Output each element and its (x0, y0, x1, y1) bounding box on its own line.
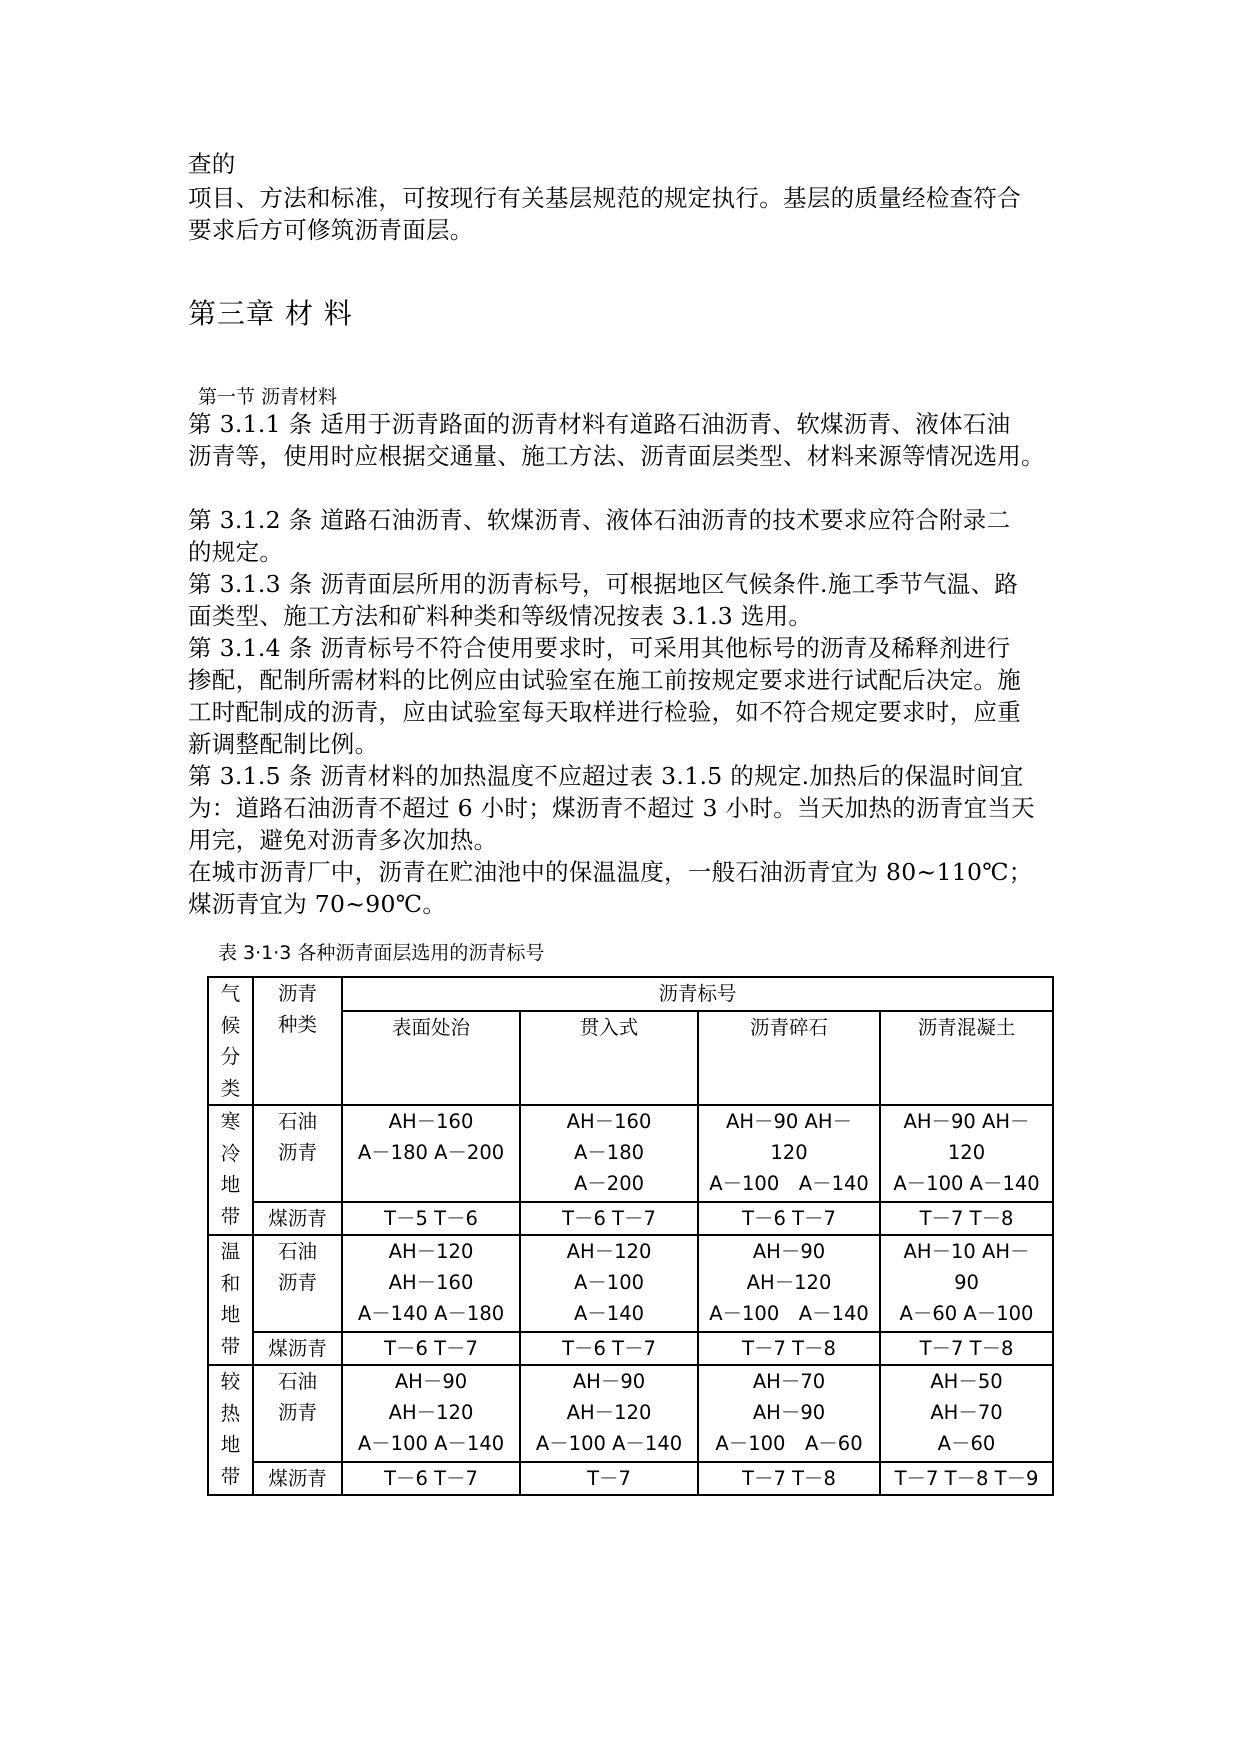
table-caption: 表 3·1·3 各种沥青面层选用的沥青标号 (218, 942, 545, 964)
body-line: 要求后方可修筑沥青面层。 (188, 216, 474, 244)
type-cell: 石油 沥青 (253, 1235, 342, 1332)
type-cell: 煤沥青 (253, 1462, 342, 1495)
article-line: 的规定。 (188, 538, 284, 566)
article-line: 掺配，配制所需材料的比例应由试验室在施工前按规定要求进行试配后决定。施 (188, 666, 1021, 694)
grade-cell: AH－160 A－180 A－200 (342, 1105, 520, 1202)
grade-cell: AH－90 AH－120 A－100 A－140 (698, 1235, 880, 1332)
grade-cell: T－7 T－8 (698, 1462, 880, 1495)
grade-cell: T－7 T－8 (880, 1202, 1053, 1235)
grade-cell: AH－120 AH－160 A－140 A－180 (342, 1235, 520, 1332)
grade-cell: AH－90 AH－120 A－100 A－140 (342, 1365, 520, 1462)
table-row (208, 1332, 1053, 1365)
article-line: 沥青等，使用时应根据交通量、施工方法、沥青面层类型、材料来源等情况选用。 (188, 442, 1045, 470)
grade-cell: T－6 T－7 (520, 1202, 698, 1235)
table-row (208, 1105, 1053, 1202)
body-line: 查的 (188, 150, 236, 178)
article-line: 在城市沥青厂中，沥青在贮油池中的保温温度，一般石油沥青宜为 80~110℃； (188, 858, 1033, 886)
grade-cell: AH－90 AH－ 120 A－100 A－140 (698, 1105, 880, 1202)
type-cell: 石油 沥青 (253, 1105, 342, 1202)
grade-cell: T－7 (520, 1462, 698, 1495)
article-line: 工时配制成的沥青，应由试验室每天取样进行检验，如不符合规定要求时，应重 (188, 698, 1021, 726)
grade-cell: AH－70 AH－90 A－100 A－60 (698, 1365, 880, 1462)
table-row (208, 1202, 1053, 1235)
section-title: 第一节 沥青材料 (198, 386, 338, 408)
table-header-row (208, 977, 1053, 1011)
grade-cell: AH－90 AH－ 120 A－100 A－140 (880, 1105, 1053, 1202)
grade-cell: AH－120 A－100 A－140 (520, 1235, 698, 1332)
article-line: 新调整配制比例。 (188, 730, 379, 758)
column-header: 沥青碎石 (698, 1011, 880, 1105)
column-header: 沥青混凝土 (880, 1011, 1053, 1105)
article-line: 第 3.1.5 条 沥青材料的加热温度不应超过表 3.1.5 的规定.加热后的保温时间宜 (188, 762, 1024, 790)
article-line: 面类型、施工方法和矿料种类和等级情况按表 3.1.3 选用。 (188, 602, 813, 630)
body-line: 项目、方法和标准，可按现行有关基层规范的规定执行。基层的质量经检查符合 (188, 184, 1021, 212)
grade-cell: T－5 T－6 (342, 1202, 520, 1235)
climate-cell: 寒 冷 地 带 (208, 1105, 253, 1235)
grade-cell: AH－50 AH－70 A－60 (880, 1365, 1053, 1462)
table-row (208, 1462, 1053, 1495)
grade-cell: T－6 T－7 (520, 1332, 698, 1365)
table-row (208, 1365, 1053, 1462)
asphalt-grade-table (207, 976, 1054, 1496)
grade-cell: AH－160 A－180 A－200 (520, 1105, 698, 1202)
grade-cell: T－7 T－8 T－9 (880, 1462, 1053, 1495)
climate-cell: 较 热 地 带 (208, 1365, 253, 1495)
header-type-cell: 沥青种类 (253, 977, 342, 1105)
grade-cell: T－6 T－7 (698, 1202, 880, 1235)
grade-cell: T－7 T－8 (698, 1332, 880, 1365)
article-line: 第 3.1.4 条 沥青标号不符合使用要求时，可采用其他标号的沥青及稀释剂进行 (188, 634, 1011, 662)
article-line: 为：道路石油沥青不超过 6 小时；煤沥青不超过 3 小时。当天加热的沥青宜当天 (188, 794, 1035, 822)
grade-cell: T－6 T－7 (342, 1462, 520, 1495)
header-climate-cell: 气 候 分 类 (208, 977, 253, 1105)
type-cell: 煤沥青 (253, 1332, 342, 1365)
grade-cell: T－6 T－7 (342, 1332, 520, 1365)
chapter-title: 第三章 材 料 (188, 297, 353, 330)
climate-cell: 温 和 地 带 (208, 1235, 253, 1365)
type-cell: 石油 沥青 (253, 1365, 342, 1462)
table-row (208, 1235, 1053, 1332)
column-header: 贯入式 (520, 1011, 698, 1105)
article-line: 用完，避免对沥青多次加热。 (188, 826, 498, 854)
column-header: 表面处治 (342, 1011, 520, 1105)
article-line: 第 3.1.3 条 沥青面层所用的沥青标号，可根据地区气候条件.施工季节气温、路 (188, 570, 1019, 598)
article-line: 煤沥青宜为 70~90℃。 (188, 890, 447, 918)
article-line: 第 3.1.1 条 适用于沥青路面的沥青材料有道路石油沥青、软煤沥青、液体石油 (188, 410, 1011, 438)
type-cell: 煤沥青 (253, 1202, 342, 1235)
grade-cell: AH－10 AH－ 90 A－60 A－100 (880, 1235, 1053, 1332)
header-grade-group-cell: 沥青标号 (342, 977, 1053, 1011)
grade-cell: T－7 T－8 (880, 1332, 1053, 1365)
article-line: 第 3.1.2 条 道路石油沥青、软煤沥青、液体石油沥青的技术要求应符合附录二 (188, 506, 1011, 534)
grade-cell: AH－90 AH－120 A－100 A－140 (520, 1365, 698, 1462)
